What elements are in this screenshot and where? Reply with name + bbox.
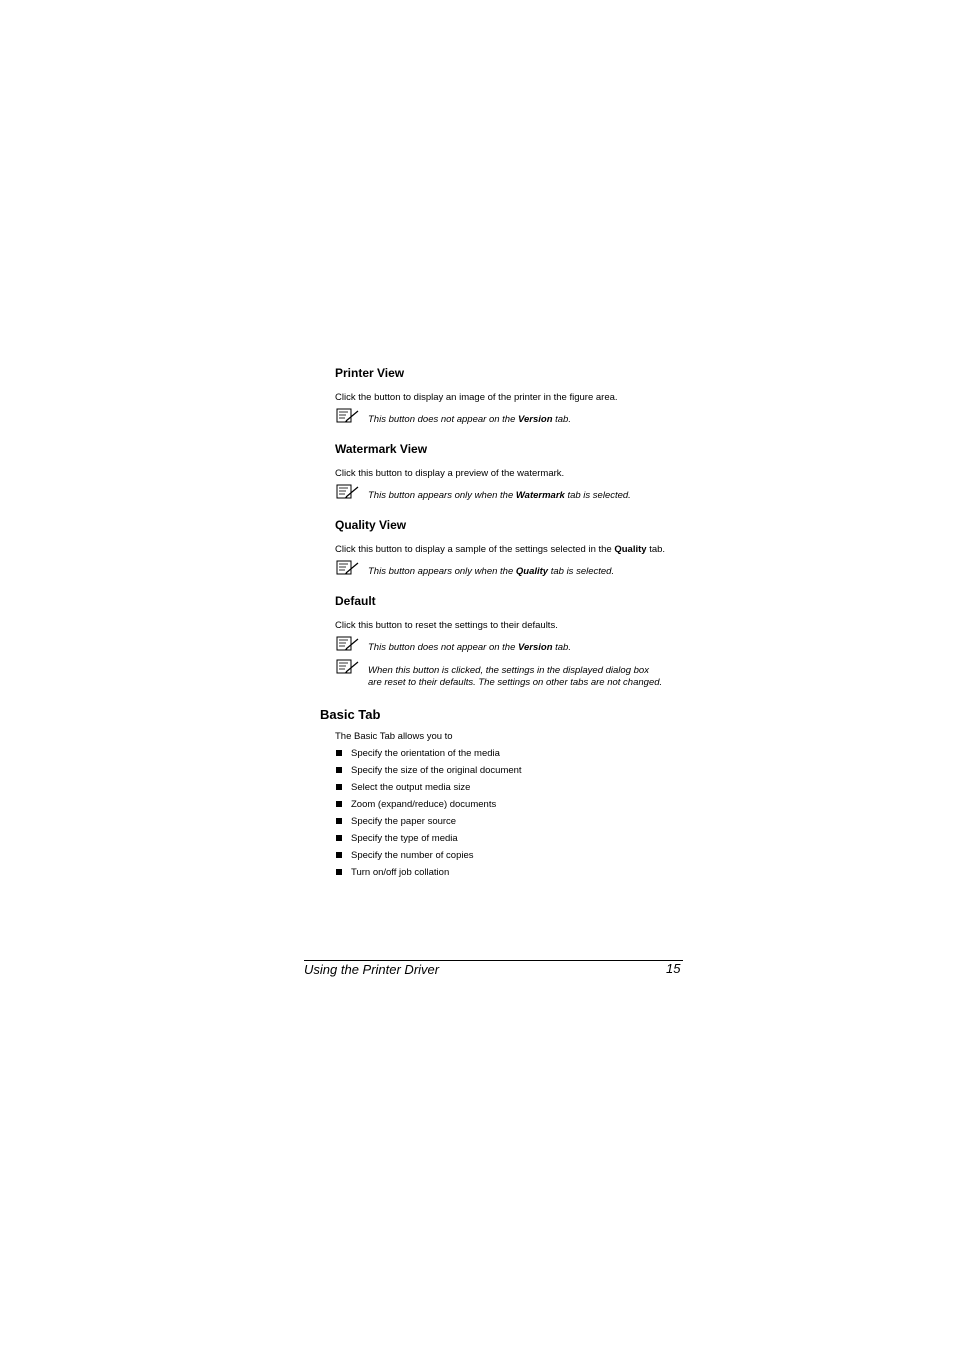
note-icon — [336, 484, 360, 500]
note-text-watermark-view: This button appears only when the Watermark tab is selected. — [368, 490, 631, 501]
note-text-default: This button does not appear on the Version tab. — [368, 642, 571, 653]
footer-rule — [304, 960, 683, 961]
section-heading-quality-view: Quality View — [335, 518, 407, 532]
section-heading-default: Default — [335, 594, 376, 608]
list-item: Specify the paper source — [351, 816, 457, 827]
note-text-printer-view: This button does not appear on the Version tab. — [368, 414, 571, 425]
note-icon — [336, 408, 360, 424]
note-icon — [336, 636, 360, 652]
note-icon — [336, 659, 360, 675]
list-item: Turn on/off job collation — [351, 867, 450, 878]
list-item: Specify the size of the original document — [351, 765, 522, 776]
bullet-icon — [336, 835, 342, 841]
bullet-icon — [336, 818, 342, 824]
list-item: Select the output media size — [351, 782, 471, 793]
list-item: Zoom (expand/reduce) documents — [351, 799, 497, 810]
note-text-default-line2: are reset to their defaults. The settings on other tabs are not changed. — [368, 677, 663, 688]
bullet-icon — [336, 767, 342, 773]
section-body-printer-view: Click the button to display an image of the printer in the figure area. — [335, 392, 618, 403]
bullet-icon — [336, 852, 342, 858]
bullet-icon — [336, 784, 342, 790]
note-text-default-line1: When this button is clicked, the settings in the displayed dialog box — [368, 665, 649, 676]
list-item: Specify the number of copies — [351, 850, 474, 861]
list-item: Specify the type of media — [351, 833, 458, 844]
section-body-default: Click this button to reset the settings to their defaults. — [335, 620, 558, 631]
bullet-icon — [336, 801, 342, 807]
heading-basic-tab: Basic Tab — [320, 707, 381, 722]
basic-tab-intro: The Basic Tab allows you to — [335, 731, 453, 742]
list-item: Specify the orientation of the media — [351, 748, 500, 759]
page-number: 15 — [666, 961, 681, 976]
section-heading-printer-view: Printer View — [335, 366, 405, 380]
note-text-quality-view: This button appears only when the Quality tab is selected. — [368, 566, 615, 577]
section-body-watermark-view: Click this button to display a preview of the watermark. — [335, 468, 565, 479]
note-icon — [336, 560, 360, 576]
bullet-icon — [336, 750, 342, 756]
section-body-quality-view: Click this button to display a sample of the settings selected in the Quality tab. — [335, 544, 666, 555]
bullet-icon — [336, 869, 342, 875]
section-heading-watermark-view: Watermark View — [335, 442, 428, 456]
footer-title: Using the Printer Driver — [304, 962, 440, 977]
